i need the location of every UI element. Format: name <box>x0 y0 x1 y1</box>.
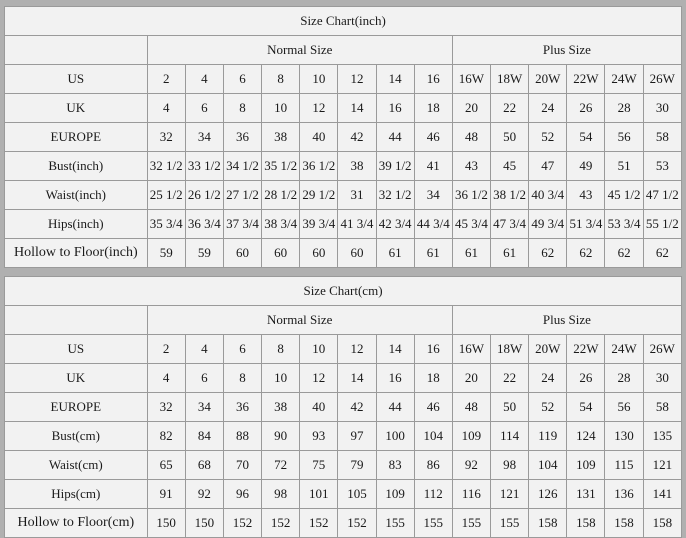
table-title-row <box>5 277 682 306</box>
cell: 44 <box>376 123 414 152</box>
cell: 158 <box>567 509 605 538</box>
cell: 47 <box>529 152 567 181</box>
cell: 30 <box>643 364 681 393</box>
row-label: US <box>5 65 148 94</box>
cell: 47 3/4 <box>491 210 529 239</box>
cell: 4 <box>147 364 185 393</box>
cell: 39 1/2 <box>376 152 414 181</box>
cell: 12 <box>300 94 338 123</box>
cell: 20 <box>452 364 490 393</box>
cell: 44 3/4 <box>414 210 452 239</box>
cell: 82 <box>147 422 185 451</box>
cell: 86 <box>414 451 452 480</box>
size-chart-cm-table <box>4 276 682 538</box>
cell: 88 <box>223 422 261 451</box>
size-chart-inch-table <box>4 6 682 268</box>
cell: 48 <box>452 393 490 422</box>
cell: 53 <box>643 152 681 181</box>
group-header-plus: Plus Size <box>452 36 681 65</box>
cell: 10 <box>300 335 338 364</box>
cell: 90 <box>262 422 300 451</box>
cell: 40 <box>300 123 338 152</box>
table-row <box>5 451 682 480</box>
group-header-normal: Normal Size <box>147 36 452 65</box>
cell: 61 <box>491 239 529 268</box>
cell: 45 3/4 <box>452 210 490 239</box>
cell: 97 <box>338 422 376 451</box>
cell: 6 <box>185 94 223 123</box>
cell: 104 <box>529 451 567 480</box>
cell: 12 <box>338 335 376 364</box>
cell: 61 <box>414 239 452 268</box>
table-row <box>5 210 682 239</box>
table-row <box>5 364 682 393</box>
cell: 35 3/4 <box>147 210 185 239</box>
cell: 32 1/2 <box>376 181 414 210</box>
cell: 152 <box>262 509 300 538</box>
cell: 53 3/4 <box>605 210 643 239</box>
cell: 31 <box>338 181 376 210</box>
cell: 52 <box>529 123 567 152</box>
cell: 14 <box>376 335 414 364</box>
group-header-row <box>5 306 682 335</box>
cell: 6 <box>223 335 261 364</box>
cell: 58 <box>643 123 681 152</box>
cell: 150 <box>147 509 185 538</box>
cell: 16 <box>376 94 414 123</box>
table-row <box>5 152 682 181</box>
cell: 56 <box>605 123 643 152</box>
cell: 34 <box>185 123 223 152</box>
table-row <box>5 94 682 123</box>
cell: 158 <box>643 509 681 538</box>
cell: 12 <box>300 364 338 393</box>
cell: 55 1/2 <box>643 210 681 239</box>
cell: 16 <box>414 65 452 94</box>
cell: 70 <box>223 451 261 480</box>
cell: 18W <box>491 65 529 94</box>
cell: 10 <box>262 94 300 123</box>
cell: 14 <box>376 65 414 94</box>
table-row <box>5 181 682 210</box>
cell: 6 <box>185 364 223 393</box>
cell: 109 <box>452 422 490 451</box>
cell: 40 3/4 <box>529 181 567 210</box>
cell: 101 <box>300 480 338 509</box>
cell: 92 <box>185 480 223 509</box>
cell: 16W <box>452 335 490 364</box>
cell: 24 <box>529 94 567 123</box>
cell: 26W <box>643 335 681 364</box>
row-label: UK <box>5 94 148 123</box>
cell: 22W <box>567 335 605 364</box>
cell: 37 3/4 <box>223 210 261 239</box>
cell: 60 <box>223 239 261 268</box>
cell: 75 <box>300 451 338 480</box>
cell: 105 <box>338 480 376 509</box>
row-label: US <box>5 335 148 364</box>
cell: 39 3/4 <box>300 210 338 239</box>
cell: 44 <box>376 393 414 422</box>
group-header-plus: Plus Size <box>452 306 681 335</box>
cell: 59 <box>185 239 223 268</box>
group-header-normal: Normal Size <box>147 306 452 335</box>
cell: 28 <box>605 364 643 393</box>
cell: 24W <box>605 65 643 94</box>
cell: 155 <box>376 509 414 538</box>
cell: 36 1/2 <box>452 181 490 210</box>
cell: 4 <box>185 335 223 364</box>
cell: 47 1/2 <box>643 181 681 210</box>
cell: 65 <box>147 451 185 480</box>
cell: 109 <box>567 451 605 480</box>
table-row <box>5 65 682 94</box>
cell: 26 <box>567 94 605 123</box>
cell: 116 <box>452 480 490 509</box>
cell: 50 <box>491 123 529 152</box>
cell: 8 <box>262 65 300 94</box>
cell: 60 <box>338 239 376 268</box>
cell: 141 <box>643 480 681 509</box>
cell: 14 <box>338 94 376 123</box>
cell: 50 <box>491 393 529 422</box>
cell: 152 <box>338 509 376 538</box>
cell: 28 1/2 <box>262 181 300 210</box>
cell: 25 1/2 <box>147 181 185 210</box>
table-row <box>5 480 682 509</box>
cell: 36 1/2 <box>300 152 338 181</box>
cell: 26 1/2 <box>185 181 223 210</box>
cell: 42 3/4 <box>376 210 414 239</box>
table-row <box>5 393 682 422</box>
cell: 62 <box>605 239 643 268</box>
cell: 36 3/4 <box>185 210 223 239</box>
cell: 93 <box>300 422 338 451</box>
row-label: Bust(cm) <box>5 422 148 451</box>
table-title: Size Chart(cm) <box>5 277 682 306</box>
cell: 18W <box>491 335 529 364</box>
cell: 6 <box>223 65 261 94</box>
cell: 136 <box>605 480 643 509</box>
cell: 18 <box>414 94 452 123</box>
cell: 79 <box>338 451 376 480</box>
cell: 112 <box>414 480 452 509</box>
cell: 152 <box>300 509 338 538</box>
cell: 121 <box>643 451 681 480</box>
cell: 22 <box>491 364 529 393</box>
cell: 38 <box>262 393 300 422</box>
cell: 2 <box>147 65 185 94</box>
cell: 4 <box>147 94 185 123</box>
cell: 62 <box>643 239 681 268</box>
row-label: Hollow to Floor(cm) <box>5 509 148 538</box>
cell: 131 <box>567 480 605 509</box>
cell: 36 <box>223 393 261 422</box>
cell: 8 <box>223 94 261 123</box>
cell: 2 <box>147 335 185 364</box>
cell: 20 <box>452 94 490 123</box>
cell: 48 <box>452 123 490 152</box>
cell: 24 <box>529 364 567 393</box>
cell: 8 <box>262 335 300 364</box>
cell: 49 3/4 <box>529 210 567 239</box>
cell: 56 <box>605 393 643 422</box>
cell: 54 <box>567 123 605 152</box>
cell: 54 <box>567 393 605 422</box>
cell: 91 <box>147 480 185 509</box>
cell: 32 <box>147 123 185 152</box>
cell: 130 <box>605 422 643 451</box>
cell: 41 3/4 <box>338 210 376 239</box>
cell: 14 <box>338 364 376 393</box>
cell: 109 <box>376 480 414 509</box>
cell: 34 1/2 <box>223 152 261 181</box>
cell: 121 <box>491 480 529 509</box>
cell: 158 <box>605 509 643 538</box>
cell: 20W <box>529 335 567 364</box>
cell: 104 <box>414 422 452 451</box>
cell: 33 1/2 <box>185 152 223 181</box>
cell: 96 <box>223 480 261 509</box>
cell: 52 <box>529 393 567 422</box>
row-label: Bust(inch) <box>5 152 148 181</box>
cell: 38 <box>262 123 300 152</box>
table-row <box>5 335 682 364</box>
cell: 115 <box>605 451 643 480</box>
table-row <box>5 422 682 451</box>
cell: 32 1/2 <box>147 152 185 181</box>
cell: 135 <box>643 422 681 451</box>
cell: 126 <box>529 480 567 509</box>
cell: 34 <box>414 181 452 210</box>
cell: 38 <box>338 152 376 181</box>
table-title-row <box>5 7 682 36</box>
cell: 51 <box>605 152 643 181</box>
cell: 22 <box>491 94 529 123</box>
cell: 38 1/2 <box>491 181 529 210</box>
cell: 36 <box>223 123 261 152</box>
cell: 35 1/2 <box>262 152 300 181</box>
row-label: EUROPE <box>5 393 148 422</box>
cell: 34 <box>185 393 223 422</box>
cell: 24W <box>605 335 643 364</box>
cell: 46 <box>414 393 452 422</box>
row-label: Hips(inch) <box>5 210 148 239</box>
cell: 38 3/4 <box>262 210 300 239</box>
cell: 51 3/4 <box>567 210 605 239</box>
cell: 26 <box>567 364 605 393</box>
cell: 114 <box>491 422 529 451</box>
cell: 61 <box>376 239 414 268</box>
row-label: UK <box>5 364 148 393</box>
cell: 92 <box>452 451 490 480</box>
row-label: EUROPE <box>5 123 148 152</box>
cell: 16 <box>414 335 452 364</box>
cell: 150 <box>185 509 223 538</box>
cell: 60 <box>262 239 300 268</box>
cell: 27 1/2 <box>223 181 261 210</box>
cell: 45 1/2 <box>605 181 643 210</box>
cell: 20W <box>529 65 567 94</box>
table-row <box>5 239 682 268</box>
cell: 22W <box>567 65 605 94</box>
cell: 30 <box>643 94 681 123</box>
cell: 100 <box>376 422 414 451</box>
cell: 42 <box>338 393 376 422</box>
cell: 49 <box>567 152 605 181</box>
row-label: Waist(cm) <box>5 451 148 480</box>
cell: 42 <box>338 123 376 152</box>
cell: 4 <box>185 65 223 94</box>
cell: 124 <box>567 422 605 451</box>
corner-cell <box>5 36 148 65</box>
group-header-row <box>5 36 682 65</box>
row-label: Hollow to Floor(inch) <box>5 239 148 268</box>
cell: 60 <box>300 239 338 268</box>
cell: 98 <box>262 480 300 509</box>
cell: 46 <box>414 123 452 152</box>
cell: 68 <box>185 451 223 480</box>
cell: 58 <box>643 393 681 422</box>
cell: 98 <box>491 451 529 480</box>
cell: 43 <box>567 181 605 210</box>
cell: 8 <box>223 364 261 393</box>
cell: 10 <box>300 65 338 94</box>
cell: 83 <box>376 451 414 480</box>
corner-cell <box>5 306 148 335</box>
cell: 40 <box>300 393 338 422</box>
cell: 119 <box>529 422 567 451</box>
cell: 61 <box>452 239 490 268</box>
cell: 18 <box>414 364 452 393</box>
cell: 155 <box>491 509 529 538</box>
cell: 45 <box>491 152 529 181</box>
cell: 12 <box>338 65 376 94</box>
cell: 84 <box>185 422 223 451</box>
table-title: Size Chart(inch) <box>5 7 682 36</box>
cell: 16 <box>376 364 414 393</box>
cell: 28 <box>605 94 643 123</box>
cell: 62 <box>529 239 567 268</box>
row-label: Waist(inch) <box>5 181 148 210</box>
cell: 43 <box>452 152 490 181</box>
cell: 152 <box>223 509 261 538</box>
cell: 158 <box>529 509 567 538</box>
cell: 155 <box>452 509 490 538</box>
cell: 41 <box>414 152 452 181</box>
cell: 29 1/2 <box>300 181 338 210</box>
cell: 72 <box>262 451 300 480</box>
cell: 155 <box>414 509 452 538</box>
cell: 32 <box>147 393 185 422</box>
row-label: Hips(cm) <box>5 480 148 509</box>
table-row <box>5 509 682 538</box>
cell: 26W <box>643 65 681 94</box>
cell: 16W <box>452 65 490 94</box>
cell: 62 <box>567 239 605 268</box>
table-row <box>5 123 682 152</box>
cell: 10 <box>262 364 300 393</box>
cell: 59 <box>147 239 185 268</box>
